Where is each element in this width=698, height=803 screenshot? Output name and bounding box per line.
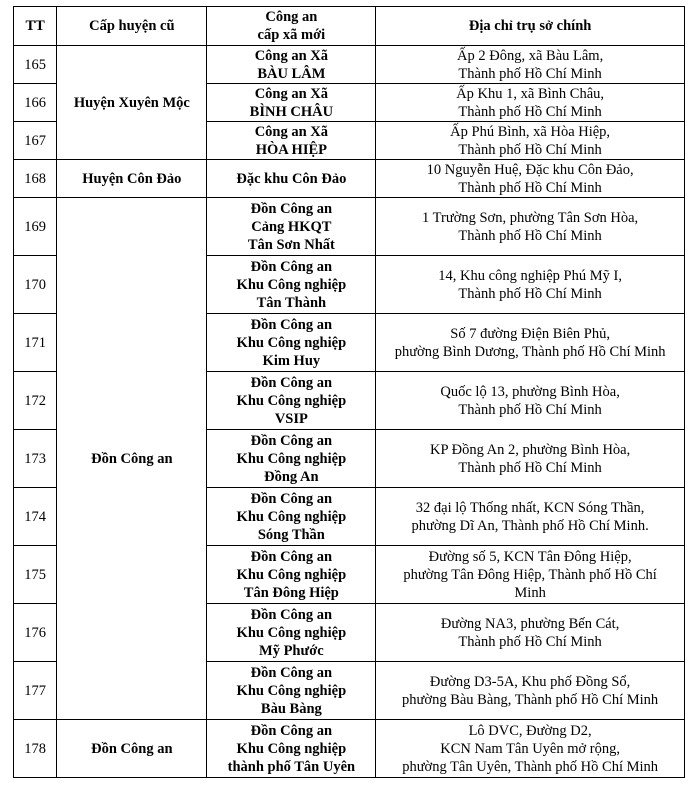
unit-line: Đồn Công an — [250, 548, 333, 565]
unit-line: Khu Công nghiệp — [236, 740, 347, 757]
unit-line: Đồng An — [264, 468, 319, 485]
row-number: 167 — [14, 122, 57, 160]
unit-line: BÀU LÂM — [257, 65, 326, 82]
new-unit-cell — [207, 198, 376, 256]
unit-line: Tân Thành — [256, 294, 327, 311]
table-row — [14, 160, 685, 198]
address-cell — [376, 372, 685, 430]
unit-line: Cảng HKQT — [251, 218, 332, 235]
address-line: Ấp Khu 1, xã Bình Châu, — [456, 85, 605, 102]
address-cell — [376, 662, 685, 720]
new-unit-cell — [207, 256, 376, 314]
row-number: 172 — [14, 372, 57, 430]
unit-line: Đồn Công an — [250, 490, 333, 507]
header-old-district: Cấp huyện cũ — [57, 7, 207, 46]
row-number: 177 — [14, 662, 57, 720]
address-line: phường Bình Dương, Thành phố Hồ Chí Minh — [394, 343, 666, 360]
unit-line: Công an Xã — [254, 47, 329, 64]
unit-line: Khu Công nghiệp — [236, 276, 347, 293]
address-line: Ấp 2 Đông, xã Bàu Lâm, — [457, 47, 604, 64]
new-unit-cell — [207, 720, 376, 778]
old-district-cell: Đồn Công an — [57, 720, 207, 778]
address-cell — [376, 314, 685, 372]
address-line: 14, Khu công nghiệp Phú Mỹ I, — [438, 267, 622, 284]
address-line: phường Dĩ An, Thành phố Hồ Chí Minh. — [411, 517, 649, 534]
row-number: 165 — [14, 46, 57, 84]
address-line: phường Bàu Bàng, Thành phố Hồ Chí Minh — [402, 691, 659, 708]
address-cell — [376, 198, 685, 256]
address-line: Thành phố Hồ Chí Minh — [458, 401, 602, 418]
address-line: 32 đại lộ Thống nhất, KCN Sóng Thần, — [415, 499, 645, 516]
unit-line: Sóng Thần — [257, 526, 325, 543]
unit-line: Đồn Công an — [250, 432, 333, 449]
unit-line: Đồn Công an — [250, 258, 333, 275]
row-number: 178 — [14, 720, 57, 778]
address-cell — [376, 84, 685, 122]
address-line: Đường D3-5A, Khu phố Đồng Sổ, — [429, 673, 631, 690]
row-number: 173 — [14, 430, 57, 488]
address-line: KP Đồng An 2, phường Bình Hòa, — [429, 441, 631, 458]
unit-line: Bàu Bàng — [260, 700, 322, 717]
address-cell — [376, 160, 685, 198]
address-line: Minh — [514, 584, 546, 601]
header-row — [14, 7, 685, 46]
row-number: 175 — [14, 546, 57, 604]
address-line: Lô DVC, Đường D2, — [468, 722, 592, 739]
address-cell — [376, 546, 685, 604]
address-cell — [376, 122, 685, 160]
unit-line: Khu Công nghiệp — [236, 450, 347, 467]
address-line: Đường NA3, phường Bến Cát, — [440, 615, 620, 632]
new-unit-cell — [207, 314, 376, 372]
address-line: Thành phố Hồ Chí Minh — [458, 633, 602, 650]
address-line: Quốc lộ 13, phường Bình Hòa, — [440, 383, 620, 400]
new-unit-cell — [207, 430, 376, 488]
header-new-police-line1: Công an — [265, 9, 318, 25]
address-line: Đường số 5, KCN Tân Đông Hiệp, — [428, 548, 632, 565]
unit-line: BÌNH CHÂU — [249, 103, 334, 120]
unit-line: Tân Đông Hiệp — [243, 584, 339, 601]
address-cell — [376, 604, 685, 662]
row-number: 166 — [14, 84, 57, 122]
table-row — [14, 198, 685, 256]
unit-line: Khu Công nghiệp — [236, 334, 347, 351]
new-unit-cell — [207, 604, 376, 662]
unit-line: HÒA HIỆP — [255, 141, 327, 158]
unit-line: Đồn Công an — [250, 200, 333, 217]
address-line: KCN Nam Tân Uyên mở rộng, — [440, 740, 620, 757]
unit-line: Đồn Công an — [250, 664, 333, 681]
unit-line: Khu Công nghiệp — [236, 682, 347, 699]
address-cell — [376, 46, 685, 84]
address-line: Thành phố Hồ Chí Minh — [458, 227, 602, 244]
unit-line: Mỹ Phước — [259, 642, 324, 659]
old-district-cell: Đồn Công an — [57, 198, 207, 720]
row-number: 168 — [14, 160, 57, 198]
unit-line: Khu Công nghiệp — [236, 566, 347, 583]
old-district-cell: Huyện Xuyên Mộc — [57, 46, 207, 160]
header-new-police-line2: cấp xã mới — [257, 27, 326, 43]
unit-line: Đồn Công an — [250, 606, 333, 623]
header-new-police — [207, 7, 376, 46]
unit-line: Khu Công nghiệp — [236, 624, 347, 641]
address-line: Thành phố Hồ Chí Minh — [458, 285, 602, 302]
address-cell — [376, 256, 685, 314]
address-cell — [376, 488, 685, 546]
address-cell — [376, 720, 685, 778]
unit-line: Tân Sơn Nhất — [247, 236, 335, 253]
address-line: phường Tân Đông Hiệp, Thành phố Hồ Chí — [403, 566, 657, 583]
new-unit-cell — [207, 488, 376, 546]
address-line: Thành phố Hồ Chí Minh — [458, 65, 602, 82]
address-line: Số 7 đường Điện Biên Phủ, — [450, 325, 610, 342]
address-line: Thành phố Hồ Chí Minh — [458, 141, 602, 158]
unit-line: Kim Huy — [262, 352, 321, 369]
row-number: 169 — [14, 198, 57, 256]
row-number: 170 — [14, 256, 57, 314]
new-unit-cell — [207, 160, 376, 198]
unit-line: Công an Xã — [254, 123, 329, 140]
new-unit-cell — [207, 372, 376, 430]
unit-line: Đặc khu Côn Đảo — [236, 170, 347, 187]
header-tt: TT — [14, 7, 57, 46]
address-line: Thành phố Hồ Chí Minh — [458, 179, 602, 196]
new-unit-cell — [207, 546, 376, 604]
address-line: Thành phố Hồ Chí Minh — [458, 459, 602, 476]
unit-line: Đồn Công an — [250, 374, 333, 391]
old-district-cell: Huyện Côn Đảo — [57, 160, 207, 198]
unit-line: Khu Công nghiệp — [236, 392, 347, 409]
address-line: Ấp Phú Bình, xã Hòa Hiệp, — [450, 123, 611, 140]
new-unit-cell — [207, 662, 376, 720]
address-line: 10 Nguyễn Huệ, Đặc khu Côn Đảo, — [426, 161, 634, 178]
unit-line: Công an Xã — [254, 85, 329, 102]
address-line: phường Tân Uyên, Thành phố Hồ Chí Minh — [402, 758, 659, 775]
address-line: 1 Trường Sơn, phường Tân Sơn Hòa, — [422, 209, 639, 226]
unit-line: Đồn Công an — [250, 316, 333, 333]
table-row — [14, 46, 685, 84]
new-unit-cell — [207, 84, 376, 122]
new-unit-cell — [207, 122, 376, 160]
address-line: Thành phố Hồ Chí Minh — [458, 103, 602, 120]
unit-line: thành phố Tân Uyên — [227, 758, 356, 775]
table-row — [14, 720, 685, 778]
row-number: 174 — [14, 488, 57, 546]
unit-line: Khu Công nghiệp — [236, 508, 347, 525]
unit-line: VSIP — [274, 410, 308, 427]
new-unit-cell — [207, 46, 376, 84]
header-address: Địa chỉ trụ sở chính — [376, 7, 685, 46]
row-number: 171 — [14, 314, 57, 372]
police-address-table — [13, 6, 685, 778]
address-cell — [376, 430, 685, 488]
row-number: 176 — [14, 604, 57, 662]
unit-line: Đồn Công an — [250, 722, 333, 739]
